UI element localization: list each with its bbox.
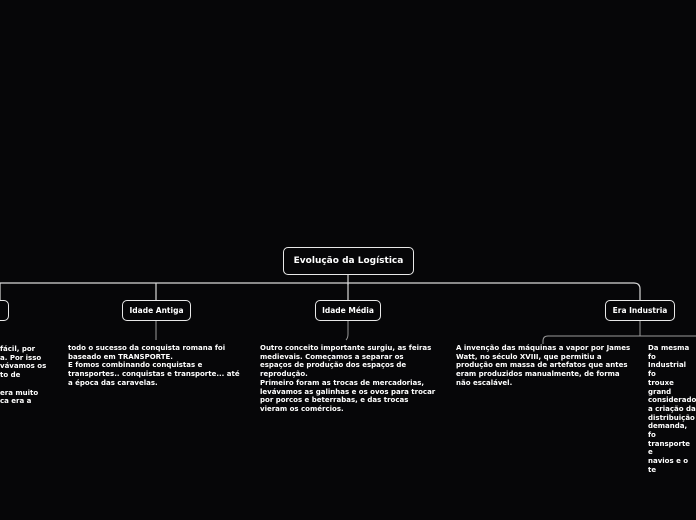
branch-node-idade-media-label: Idade Média <box>322 306 374 315</box>
branch-node-era-industria[interactable] <box>605 300 675 321</box>
note-idade-media: Outro conceito importante surgiu, as feiras medievais. Começamos a separar os espaços de produção dos espaços de reprodução. Primeiro foram as trocas de mercadorias, levávamos as galinhas e os ovos para trocar por porcos e beterrabas, e das trocas vieram os comércios. <box>260 344 436 413</box>
note-idade-antiga: todo o sucesso da conquista romana foi baseado em TRANSPORTE. E fomos combinando conquistas e transportes.. conquistas e transporte... até a época das caravelas. <box>68 344 240 387</box>
note-era-industria: A invenção das máquinas a vapor por James Watt, no século XVIII, que permitiu a produção em massa de artefatos que antes eram produzidos manualmente, de forma não escalável. <box>456 344 631 387</box>
root-node[interactable] <box>283 247 414 275</box>
branch-bus-line <box>0 283 640 300</box>
branch-node-idade-antiga[interactable] <box>122 300 191 321</box>
note-link-media <box>346 320 348 340</box>
note-era-industria-right: Da mesma fo Industrial fo trouxe grand considerado a criação da distribuição demanda, fo transporte e navios e o te <box>648 344 696 474</box>
branch-node-idade-media[interactable] <box>315 300 381 321</box>
branch-node-idade-antiga-label: Idade Antiga <box>129 306 184 315</box>
branch-node-era-industria-label: Era Industria <box>612 306 668 315</box>
note-left-partial: fácil, por a. Por isso vávamos os to de era muito ca era a <box>0 345 47 406</box>
root-node-label: Evolução da Logística <box>293 256 404 266</box>
note-link-industria-left <box>543 320 640 344</box>
branch-node-left-partial[interactable] <box>0 300 9 321</box>
